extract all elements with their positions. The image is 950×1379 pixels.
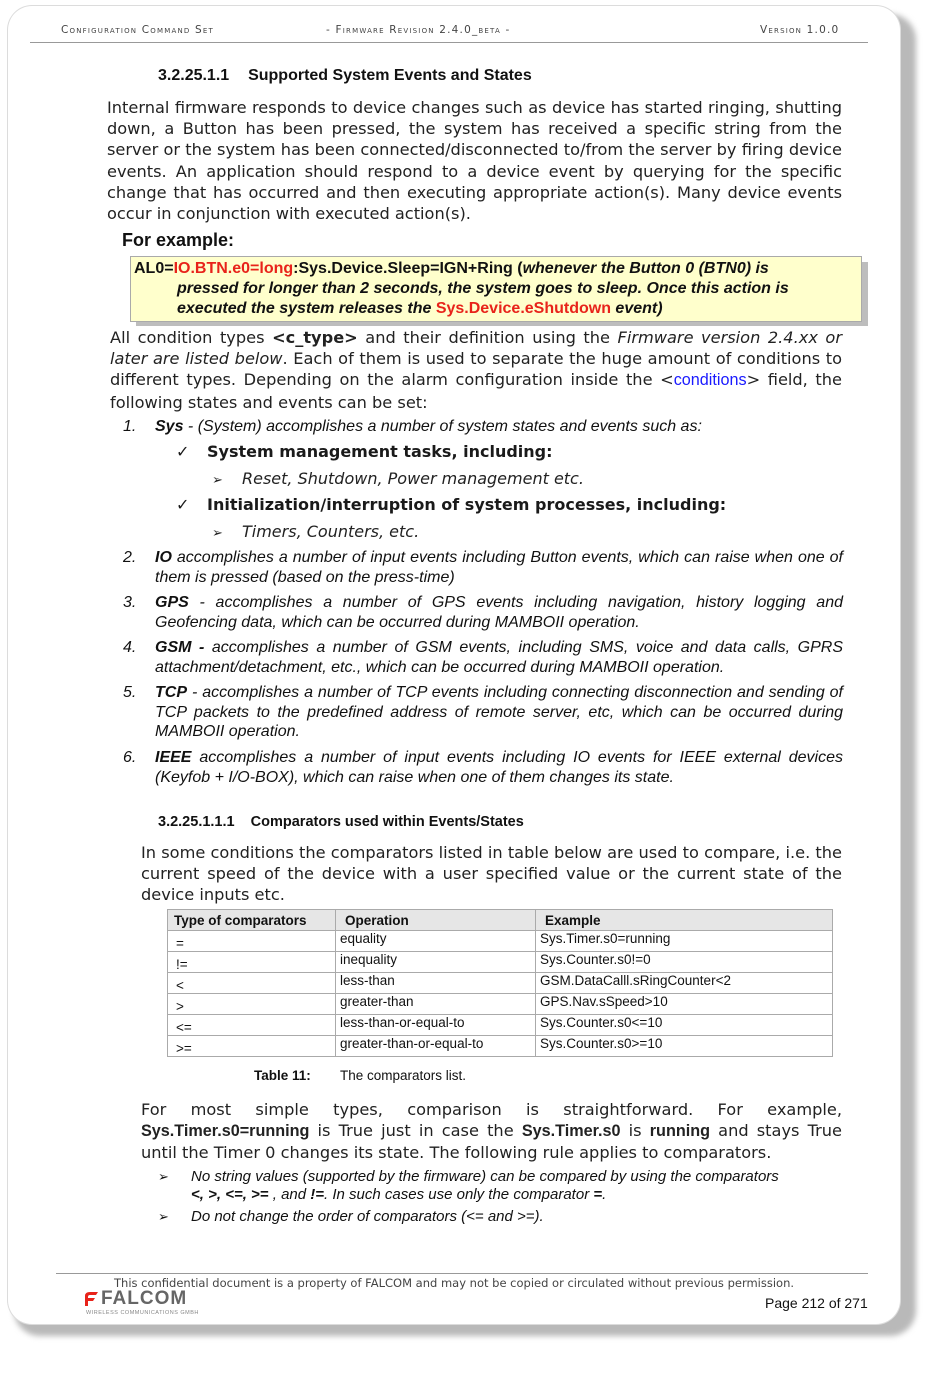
check-icon: ✓ <box>176 495 190 514</box>
type-text: accomplishes a number of GSM events, including SMS, voice and data calls, GPRS attachment/detachment, etc., which can be occurred during MAMBOII operation. <box>155 639 844 676</box>
table-header-cell: Type of comparators <box>168 910 336 931</box>
page-number: Page 212 of 271 <box>765 1295 868 1311</box>
cond-ctype: <c_type> <box>272 328 358 347</box>
cond-firmware: Firmware version 2.4.xx or later are listed below <box>110 328 842 369</box>
type-text: - (System) accomplishes a number of system states and events such as: <box>183 418 702 435</box>
list-item <box>123 748 843 787</box>
type-text: - accomplishes a number of TCP events including connecting disconnection and sending of TCP packets to the predefined address of remote server, etc, which can be occurred during MAMBOII operation. <box>155 684 843 740</box>
simple-text-1: For most simple types, comparison is straightforward. For example, <box>141 1100 842 1119</box>
type-name: GPS <box>155 594 189 611</box>
table-cell: GPS.Nav.sSpeed>10 <box>536 994 833 1015</box>
list-number: 4. <box>123 639 137 656</box>
rule-equal: = <box>593 1186 603 1203</box>
list-item <box>123 417 843 437</box>
type-text: accomplishes a number of input events including Button events, which can raise when one of them is pressed (based on the press-time) <box>155 549 843 586</box>
table-cell: Sys.Counter.s0<=10 <box>536 1015 833 1036</box>
subsection-title: Comparators used within Events/States <box>250 814 524 830</box>
falcom-logo: FALCOM <box>101 1288 188 1309</box>
type-text: - accomplishes a number of GPS events including navigation, history logging and Geofencing data, which can be occurred during MAMBOII operation. <box>155 594 843 631</box>
list-number: 3. <box>123 594 137 611</box>
rule-item <box>158 1208 544 1226</box>
table-cell: greater-than-or-equal-to <box>336 1036 536 1057</box>
confidential-notice: This confidential document is a property of FALCOM and may not be copied or circulated without previous permission. <box>114 1276 795 1290</box>
table-row <box>168 952 833 973</box>
arrow-bullet-icon: ➢ <box>158 1169 169 1184</box>
conditions-link[interactable]: conditions <box>673 371 747 390</box>
subsection-heading <box>158 814 524 830</box>
example-action: :Sys.Device.Sleep=IGN+Ring ( <box>293 260 523 277</box>
table-cell: = <box>168 931 336 952</box>
table-row <box>168 973 833 994</box>
table-row <box>168 994 833 1015</box>
simple-text-4: and stays True until the Timer 0 changes its state. The following rule applies to comparators. <box>141 1121 842 1163</box>
table-cell: GSM.DataCalll.sRingCounter<2 <box>536 973 833 994</box>
rule-not-equal: != <box>310 1186 325 1203</box>
sub-item-detail-text: Reset, Shutdown, Power management etc. <box>242 469 584 488</box>
simple-bold-2: Sys.Timer.s0 <box>521 1122 621 1141</box>
rule-item <box>158 1168 779 1203</box>
example-prefix: AL0= <box>134 260 174 277</box>
table-header-cell: Example <box>536 910 833 931</box>
table-cell: Sys.Counter.s0>=10 <box>536 1036 833 1057</box>
example-desc-line3b: event) <box>610 300 663 317</box>
list-number: 6. <box>123 749 137 766</box>
condition-paragraph <box>110 327 842 413</box>
rule-text: . In such cases use only the comparator <box>324 1186 594 1203</box>
table-cell: > <box>168 994 336 1015</box>
rule-line-1: No string values (supported by the firmware) can be compared by using the comparators <box>191 1168 779 1185</box>
table-row <box>168 1015 833 1036</box>
table-cell: greater-than <box>336 994 536 1015</box>
table-cell: inequality <box>336 952 536 973</box>
cond-text-4: > field, the following states and events can be set: <box>110 370 842 412</box>
section-title: Supported System Events and States <box>248 67 532 84</box>
example-code-box <box>130 256 862 322</box>
list-item <box>123 638 843 677</box>
table-cell: != <box>168 952 336 973</box>
section-number: 3.2.25.1.1 <box>158 67 230 84</box>
rule-text: , and <box>268 1186 311 1203</box>
table-row <box>168 1036 833 1057</box>
rule-comparators: <, >, <=, >= <box>191 1186 269 1203</box>
table-cell: less-than <box>336 973 536 994</box>
table-header-cell: Operation <box>336 910 536 931</box>
type-text: accomplishes a number of input events including IO events for IEEE external devices (Keyfob + I/O-BOX), which can raise when one of them changes its state. <box>155 749 843 786</box>
arrow-bullet-icon: ➢ <box>212 473 223 488</box>
falcom-logo-subtitle: WIRELESS COMMUNICATIONS GMBH <box>86 1310 199 1316</box>
list-item <box>123 683 843 742</box>
sub-item-detail <box>212 522 420 541</box>
comparators-table <box>167 909 833 1057</box>
example-event: Sys.Device.eShutdown <box>435 300 611 317</box>
example-desc-line2: pressed for longer than 2 seconds, the system goes to sleep. Once this action is <box>177 280 789 297</box>
header-center: - Firmware Revision 2.4.0_beta - <box>326 24 511 36</box>
example-desc-line3a: executed the system releases the <box>177 300 436 317</box>
list-number: 2. <box>123 549 137 566</box>
table-cell: Sys.Counter.s0!=0 <box>536 952 833 973</box>
list-item <box>123 593 843 632</box>
table-caption-label: Table 11: <box>254 1068 311 1083</box>
simple-text-2: is True just in case the <box>309 1121 522 1141</box>
header-right: Version 1.0.0 <box>760 24 840 36</box>
sub-item-title: Initialization/interruption of system processes, including: <box>207 495 727 514</box>
sub-item-detail <box>212 469 584 488</box>
simple-types-paragraph <box>141 1099 842 1164</box>
table-cell: >= <box>168 1036 336 1057</box>
table-caption-text: The comparators list. <box>340 1068 467 1083</box>
simple-text-3: is <box>620 1121 650 1141</box>
arrow-bullet-icon: ➢ <box>212 526 223 541</box>
table-cell: Sys.Timer.s0=running <box>536 931 833 952</box>
subsection-number: 3.2.25.1.1.1 <box>158 814 235 830</box>
list-number: 5. <box>123 684 137 701</box>
type-name: IO <box>155 549 172 566</box>
cond-text-2: and their definition using the <box>357 328 618 347</box>
sub-item-check <box>176 495 727 514</box>
simple-bold-3: running <box>649 1122 710 1141</box>
check-icon: ✓ <box>176 442 190 461</box>
table-header-row <box>168 910 833 931</box>
table-cell: <= <box>168 1015 336 1036</box>
cond-text-1: All condition types <box>110 328 273 347</box>
footer-divider <box>56 1273 868 1274</box>
table-cell: equality <box>336 931 536 952</box>
table-cell: less-than-or-equal-to <box>336 1015 536 1036</box>
type-name: TCP <box>155 684 187 701</box>
list-number: 1. <box>123 418 137 435</box>
intro-paragraph: Internal firmware responds to device changes such as device has started ringing, shutting down, a Button has been pressed, the system has received a specific string from the server or the system has been connected/disconnected to/from the server by firing device events. An application should respond to a device event by querying for the specific change that has occurred and then executing appropriate action(s). Many device events occur in conjunction with executed action(s). <box>107 98 842 224</box>
table-row <box>168 931 833 952</box>
arrow-bullet-icon: ➢ <box>158 1209 169 1224</box>
header-divider <box>30 42 868 43</box>
list-item <box>123 548 843 587</box>
rule-text: . <box>602 1186 607 1203</box>
simple-bold-1: Sys.Timer.s0=running <box>141 1122 310 1141</box>
type-name: IEEE <box>155 749 192 766</box>
sub-item-title: System management tasks, including: <box>207 442 553 461</box>
rule-line-1: Do not change the order of comparators (<= and >=). <box>191 1208 544 1225</box>
sub-item-detail-text: Timers, Counters, etc. <box>242 522 420 541</box>
example-title: For example: <box>122 230 235 250</box>
sub-item-check <box>176 442 553 461</box>
header-left: Configuration Command Set <box>61 24 215 36</box>
type-name: Sys <box>155 418 184 435</box>
table-cell: < <box>168 973 336 994</box>
example-condition: IO.BTN.e0=long <box>173 260 294 277</box>
example-desc-line1: whenever the Button 0 (BTN0) is <box>522 260 769 277</box>
comparators-intro: In some conditions the comparators listed in table below are used to compare, i.e. the current speed of the device with a user specified value or the current state of the device inputs etc. <box>141 843 842 905</box>
falcom-logo-icon <box>82 1290 100 1308</box>
type-name: GSM - <box>155 639 205 656</box>
section-heading <box>158 67 532 85</box>
cond-text-3: . Each of them is used to separate the huge amount of conditions to different types. Depending on the alarm configuration inside the < <box>110 349 842 390</box>
